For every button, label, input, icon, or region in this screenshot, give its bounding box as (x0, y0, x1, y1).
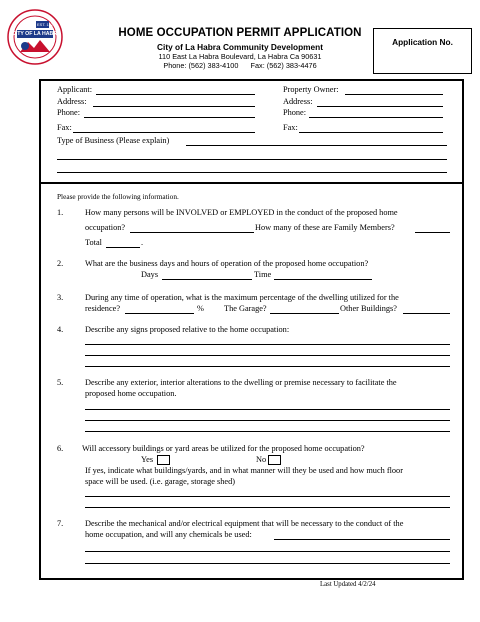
owner-phone-label: Phone: (283, 108, 307, 117)
q6-yes-checkbox[interactable] (157, 455, 170, 465)
business-type-field-1[interactable] (186, 145, 447, 146)
applicant-phone-label: Phone: (57, 108, 81, 117)
q6-no-label: No (256, 455, 267, 464)
q2-time-label: Time (254, 270, 272, 279)
applicant-fax-label: Fax: (57, 123, 72, 132)
q5-text-line1: Describe any exterior, interior alterations to the dwelling or premise necessary to facilitate the (85, 378, 397, 387)
owner-field[interactable] (345, 94, 443, 95)
owner-phone-field[interactable] (309, 117, 443, 118)
org-address: 110 East La Habra Boulevard, La Habra Ca 90631 (158, 52, 322, 61)
q4-field-3[interactable] (85, 366, 450, 367)
owner-address-label: Address: (283, 97, 313, 106)
applicant-address-label: Address: (57, 97, 87, 106)
q2-time-field[interactable] (274, 279, 372, 280)
q6-no-checkbox[interactable] (268, 455, 281, 465)
applicant-label: Applicant: (57, 85, 93, 94)
q2-days-label: Days (141, 270, 159, 279)
q1-family-label: How many of these are Family Members? (255, 223, 395, 232)
applicant-phone-field[interactable] (84, 117, 255, 118)
q1-total-label: Total (85, 238, 102, 247)
q2-days-field[interactable] (162, 279, 252, 280)
q4-field-2[interactable] (85, 355, 450, 356)
owner-address-field[interactable] (317, 106, 443, 107)
q7-text-line1: Describe the mechanical and/or electrical equipment that will be necessary to the conduct of the (85, 519, 404, 528)
q6-text-line2: space will be used. (i.e. garage, storage shed) (85, 477, 235, 486)
q7-text-line2: home occupation, and will any chemicals be used: (85, 530, 252, 539)
section-divider (39, 182, 464, 184)
org-name: City of La Habra Community Development (157, 42, 323, 52)
seal-est: EST. 1925 (37, 22, 56, 27)
q6-yes-label: Yes (141, 455, 154, 464)
business-type-label: Type of Business (Please explain) (57, 136, 170, 145)
q1-period: . (141, 238, 144, 247)
q7-field-2[interactable] (85, 563, 450, 564)
application-number-label: Application No. (392, 37, 453, 47)
org-phone-fax: Phone: (562) 383-4100 Fax: (562) 383-4476 (163, 61, 317, 70)
q1-number: 1. (57, 208, 64, 217)
q5-field-3[interactable] (85, 431, 450, 432)
q5-text-line2: proposed home occupation. (85, 389, 177, 398)
q4-number: 4. (57, 325, 64, 334)
q1-family-field[interactable] (415, 232, 450, 233)
last-updated: Last Updated 4/2/24 (320, 581, 376, 588)
q5-field-1[interactable] (85, 409, 450, 410)
q6-number: 6. (57, 444, 64, 453)
applicant-field[interactable] (96, 94, 255, 95)
q3-number: 3. (57, 293, 64, 302)
applicant-address-field[interactable] (93, 106, 255, 107)
owner-fax-field[interactable] (299, 132, 443, 133)
q7-field-1[interactable] (85, 551, 450, 552)
intro-text: Please provide the following information. (57, 192, 179, 201)
q5-field-2[interactable] (85, 420, 450, 421)
q4-field-1[interactable] (85, 344, 450, 345)
q1-occupation-field[interactable] (130, 232, 254, 233)
q6-field-2[interactable] (85, 507, 450, 508)
q3-residence-field[interactable] (125, 313, 194, 314)
owner-fax-label: Fax: (283, 123, 298, 132)
q3-text: During any time of operation, what is the maximum percentage of the dwelling utilized for the (85, 293, 399, 302)
q4-text: Describe any signs proposed relative to the home occupation: (85, 325, 290, 334)
q2-text: What are the business days and hours of operation of the proposed home occupation? (85, 259, 369, 268)
q3-garage-label: The Garage? (224, 304, 267, 313)
q3-garage-field[interactable] (270, 313, 339, 314)
q3-residence-label: residence? (85, 304, 121, 313)
q6-text-line1: If yes, indicate what buildings/yards, and in what manner will they be used and how much floor (85, 466, 403, 475)
application-number-box[interactable] (373, 28, 472, 74)
q5-number: 5. (57, 378, 64, 387)
q3-percent-sign: % (197, 304, 204, 313)
q2-number: 2. (57, 259, 64, 268)
business-type-field-2[interactable] (57, 159, 447, 160)
q3-other-field[interactable] (403, 313, 450, 314)
seal-text: CITY OF LA HABRA (12, 31, 61, 37)
q7-field-inline[interactable] (274, 539, 450, 540)
q1-occupation-label: occupation? (85, 223, 126, 232)
q6-text: Will accessory buildings or yard areas be utilized for the proposed home occupation? (82, 444, 365, 453)
q6-field-1[interactable] (85, 496, 450, 497)
business-type-field-3[interactable] (57, 172, 447, 173)
applicant-fax-field[interactable] (73, 132, 255, 133)
q7-number: 7. (57, 519, 64, 528)
form-title: HOME OCCUPATION PERMIT APPLICATION (118, 27, 362, 39)
q1-text: How many persons will be INVOLVED or EMPLOYED in the conduct of the proposed home (85, 208, 398, 217)
q1-total-field[interactable] (106, 247, 140, 248)
q3-other-label: Other Buildings? (340, 304, 397, 313)
owner-label: Property Owner: (283, 85, 339, 94)
